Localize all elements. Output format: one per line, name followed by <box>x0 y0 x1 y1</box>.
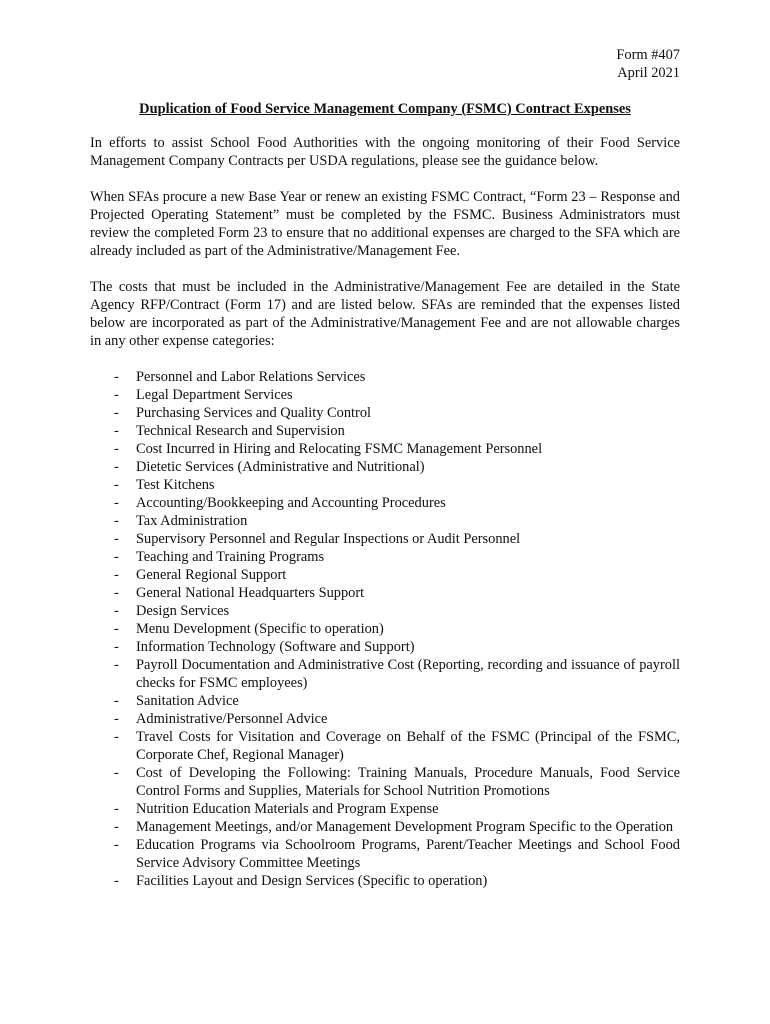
bullet-dash: - <box>114 513 119 529</box>
list-item-text: Education Programs via Schoolroom Programs, Parent/Teacher Meetings and School Food Service Advisory Committee Meetings <box>136 837 680 871</box>
list-item-text: Tax Administration <box>136 513 248 529</box>
bullet-dash: - <box>114 639 119 655</box>
form-number: Form #407 <box>616 47 680 63</box>
list-item <box>90 872 680 890</box>
bullet-dash: - <box>114 621 119 637</box>
bullet-dash: - <box>114 693 119 709</box>
list-item <box>90 422 680 440</box>
list-item-text: Design Services <box>136 603 230 619</box>
list-item-text: Management Meetings, and/or Management Development Program Specific to the Operation <box>136 819 674 835</box>
bullet-dash: - <box>114 603 119 619</box>
list-item <box>90 386 680 404</box>
list-item-text: Sanitation Advice <box>136 693 239 709</box>
bullet-dash: - <box>114 405 119 421</box>
list-item <box>90 476 680 494</box>
bullet-dash: - <box>114 801 119 817</box>
document-title: Duplication of Food Service Management Company (FSMC) Contract Expenses <box>139 101 631 117</box>
list-item <box>90 602 680 620</box>
form-header <box>90 46 680 82</box>
list-item <box>90 710 680 728</box>
list-item <box>90 440 680 458</box>
bullet-dash: - <box>114 585 119 601</box>
intro-paragraph: In efforts to assist School Food Authorities with the ongoing monitoring of their Food Service Management Company Contracts per USDA regulations, please see the guidance below. <box>90 135 680 169</box>
bullet-dash: - <box>114 369 119 385</box>
bullet-dash: - <box>114 387 119 403</box>
list-item-text: Test Kitchens <box>136 477 215 493</box>
form23-paragraph: When SFAs procure a new Base Year or renew an existing FSMC Contract, “Form 23 – Response and Projected Operating Statement” must be completed by the FSMC. Business Administrators must review the completed Form 23 to ensure that no additional expenses are charged to the SFA which are already included as part of the Administrative/Management Fee. <box>90 189 680 259</box>
bullet-dash: - <box>114 477 119 493</box>
bullet-dash: - <box>114 657 119 673</box>
list-item-text: Cost Incurred in Hiring and Relocating FSMC Management Personnel <box>136 441 543 457</box>
list-item <box>90 836 680 872</box>
list-item-text: General Regional Support <box>136 567 287 583</box>
list-item <box>90 656 680 692</box>
list-item <box>90 728 680 764</box>
list-item <box>90 638 680 656</box>
list-item <box>90 566 680 584</box>
list-item <box>90 404 680 422</box>
list-item-text: Teaching and Training Programs <box>136 549 325 565</box>
bullet-dash: - <box>114 837 119 853</box>
bullet-dash: - <box>114 711 119 727</box>
list-item-text: Nutrition Education Materials and Program Expense <box>136 801 439 817</box>
list-item <box>90 584 680 602</box>
list-item-text: Legal Department Services <box>136 387 293 403</box>
fee-costs-paragraph: The costs that must be included in the Administrative/Management Fee are detailed in the State Agency RFP/Contract (Form 17) and are listed below. SFAs are reminded that the expenses listed below are incorporated as part of the Administrative/Management Fee and are not allowable charges in any other expense categories: <box>90 279 680 349</box>
bullet-dash: - <box>114 459 119 475</box>
list-item <box>90 764 680 800</box>
list-item-text: Accounting/Bookkeeping and Accounting Procedures <box>136 495 446 511</box>
bullet-dash: - <box>114 873 119 889</box>
list-item <box>90 620 680 638</box>
form-date: April 2021 <box>617 65 680 81</box>
list-item <box>90 548 680 566</box>
list-item-text: Information Technology (Software and Support) <box>136 639 415 655</box>
bullet-dash: - <box>114 495 119 511</box>
list-item <box>90 818 680 836</box>
bullet-dash: - <box>114 549 119 565</box>
bullet-dash: - <box>114 819 119 835</box>
bullet-dash: - <box>114 441 119 457</box>
list-item <box>90 458 680 476</box>
list-item-text: Travel Costs for Visitation and Coverage on Behalf of the FSMC (Principal of the FSMC, Corporate Chef, Regional Manager) <box>136 729 680 763</box>
list-item <box>90 368 680 386</box>
bullet-dash: - <box>114 567 119 583</box>
list-item <box>90 800 680 818</box>
list-item-text: Menu Development (Specific to operation) <box>136 621 384 637</box>
bullet-dash: - <box>114 423 119 439</box>
list-item-text: Supervisory Personnel and Regular Inspections or Audit Personnel <box>136 531 521 547</box>
list-item <box>90 530 680 548</box>
list-item-text: Payroll Documentation and Administrative Cost (Reporting, recording and issuance of payroll checks for FSMC employees) <box>136 657 680 691</box>
bullet-dash: - <box>114 531 119 547</box>
bullet-dash: - <box>114 765 119 781</box>
document-page <box>90 46 680 890</box>
list-item <box>90 494 680 512</box>
list-item <box>90 512 680 530</box>
expense-list <box>90 368 680 890</box>
list-item-text: Facilities Layout and Design Services (Specific to operation) <box>136 873 488 889</box>
list-item-text: Dietetic Services (Administrative and Nutritional) <box>136 459 425 475</box>
list-item-text: Technical Research and Supervision <box>136 423 345 439</box>
list-item-text: Administrative/Personnel Advice <box>136 711 328 727</box>
list-item-text: Personnel and Labor Relations Services <box>136 369 366 385</box>
list-item-text: General National Headquarters Support <box>136 585 365 601</box>
list-item-text: Purchasing Services and Quality Control <box>136 405 372 421</box>
list-item <box>90 692 680 710</box>
bullet-dash: - <box>114 729 119 745</box>
list-item-text: Cost of Developing the Following: Training Manuals, Procedure Manuals, Food Service Control Forms and Supplies, Materials for School Nutrition Promotions <box>136 765 680 799</box>
